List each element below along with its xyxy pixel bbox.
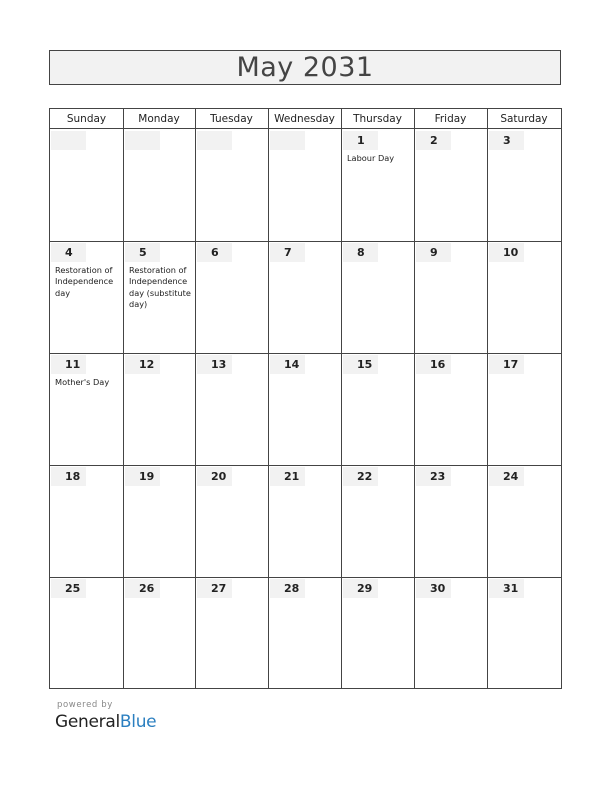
- day-cell[interactable]: [269, 578, 341, 689]
- day-number: 30: [416, 579, 451, 598]
- weekday-header-0: Sunday: [66, 112, 107, 125]
- weekday-header-6: Saturday: [500, 112, 548, 125]
- day-number: 10: [489, 243, 524, 262]
- day-cell[interactable]: [124, 130, 195, 241]
- day-number: 9: [416, 243, 451, 262]
- day-number: 20: [197, 467, 232, 486]
- day-cell[interactable]: [269, 354, 341, 465]
- holiday-label: Restoration of Independence day (substitute day): [129, 265, 191, 310]
- day-cell[interactable]: [342, 130, 414, 241]
- day-number: 26: [125, 579, 160, 598]
- day-cell[interactable]: [342, 466, 414, 577]
- day-cell[interactable]: [488, 130, 561, 241]
- day-number: 31: [489, 579, 524, 598]
- weekday-header-2: Tuesday: [210, 112, 253, 125]
- day-number: 16: [416, 355, 451, 374]
- day-cell[interactable]: [342, 578, 414, 689]
- day-cell[interactable]: [415, 130, 487, 241]
- day-number: 19: [125, 467, 160, 486]
- day-cell[interactable]: [50, 466, 122, 577]
- day-cell[interactable]: [269, 130, 341, 241]
- calendar-grid: [49, 108, 562, 689]
- day-cell[interactable]: [196, 354, 268, 465]
- day-number: 14: [270, 355, 305, 374]
- day-number: 3: [489, 131, 524, 150]
- day-cell[interactable]: [196, 466, 268, 577]
- day-number: 22: [343, 467, 378, 486]
- brand-general: General: [55, 712, 120, 732]
- day-cell[interactable]: [50, 354, 122, 465]
- day-number: 11: [51, 355, 86, 374]
- day-cell[interactable]: [488, 578, 561, 689]
- day-cell[interactable]: [196, 242, 268, 353]
- month-title: May 2031: [236, 52, 374, 83]
- day-number: 18: [51, 467, 86, 486]
- weekday-header-3: Wednesday: [274, 112, 335, 125]
- powered-by-label: powered by: [57, 700, 113, 710]
- day-cell[interactable]: [50, 578, 122, 689]
- day-cell[interactable]: [415, 242, 487, 353]
- day-number: 12: [125, 355, 160, 374]
- day-cell[interactable]: [415, 466, 487, 577]
- day-cell[interactable]: [196, 130, 268, 241]
- weekday-header-1: Monday: [138, 112, 180, 125]
- holiday-label: Mother's Day: [55, 377, 110, 387]
- weekday-header-4: Thursday: [353, 112, 402, 125]
- day-cell[interactable]: [342, 242, 414, 353]
- day-number: 24: [489, 467, 524, 486]
- day-number: 2: [416, 131, 451, 150]
- day-number: 5: [125, 243, 160, 262]
- day-cell[interactable]: [50, 130, 122, 241]
- day-number: [270, 131, 305, 150]
- day-number: 6: [197, 243, 232, 262]
- day-number: 25: [51, 579, 86, 598]
- day-cell[interactable]: [196, 578, 268, 689]
- day-cell[interactable]: [415, 578, 487, 689]
- day-number: 21: [270, 467, 305, 486]
- day-number: [125, 131, 160, 150]
- day-cell[interactable]: [488, 242, 561, 353]
- day-number: 29: [343, 579, 378, 598]
- month-title-box: [49, 50, 561, 85]
- day-cell[interactable]: [415, 354, 487, 465]
- generalblue-logo[interactable]: [55, 712, 156, 732]
- day-number: 8: [343, 243, 378, 262]
- day-cell[interactable]: [124, 354, 195, 465]
- holiday-label: Labour Day: [347, 153, 395, 163]
- day-number: 27: [197, 579, 232, 598]
- day-number: 4: [51, 243, 86, 262]
- brand-blue: Blue: [119, 712, 157, 732]
- day-number: 7: [270, 243, 305, 262]
- day-number: 28: [270, 579, 305, 598]
- day-cell[interactable]: [488, 354, 561, 465]
- day-number: 1: [343, 131, 378, 150]
- day-cell[interactable]: [342, 354, 414, 465]
- weekday-header-5: Friday: [434, 112, 467, 125]
- day-cell[interactable]: [269, 466, 341, 577]
- day-number: [51, 131, 86, 150]
- weekday-header-row: [50, 109, 561, 129]
- day-number: [197, 131, 232, 150]
- day-number: 13: [197, 355, 232, 374]
- day-cell[interactable]: [124, 466, 195, 577]
- day-number: 17: [489, 355, 524, 374]
- day-number: 23: [416, 467, 451, 486]
- day-cell[interactable]: [124, 578, 195, 689]
- day-cell[interactable]: [50, 242, 122, 353]
- holiday-label: Restoration of Independence day: [55, 265, 114, 298]
- day-cell[interactable]: [488, 466, 561, 577]
- day-cell[interactable]: [269, 242, 341, 353]
- day-number: 15: [343, 355, 378, 374]
- day-cell[interactable]: [124, 242, 195, 353]
